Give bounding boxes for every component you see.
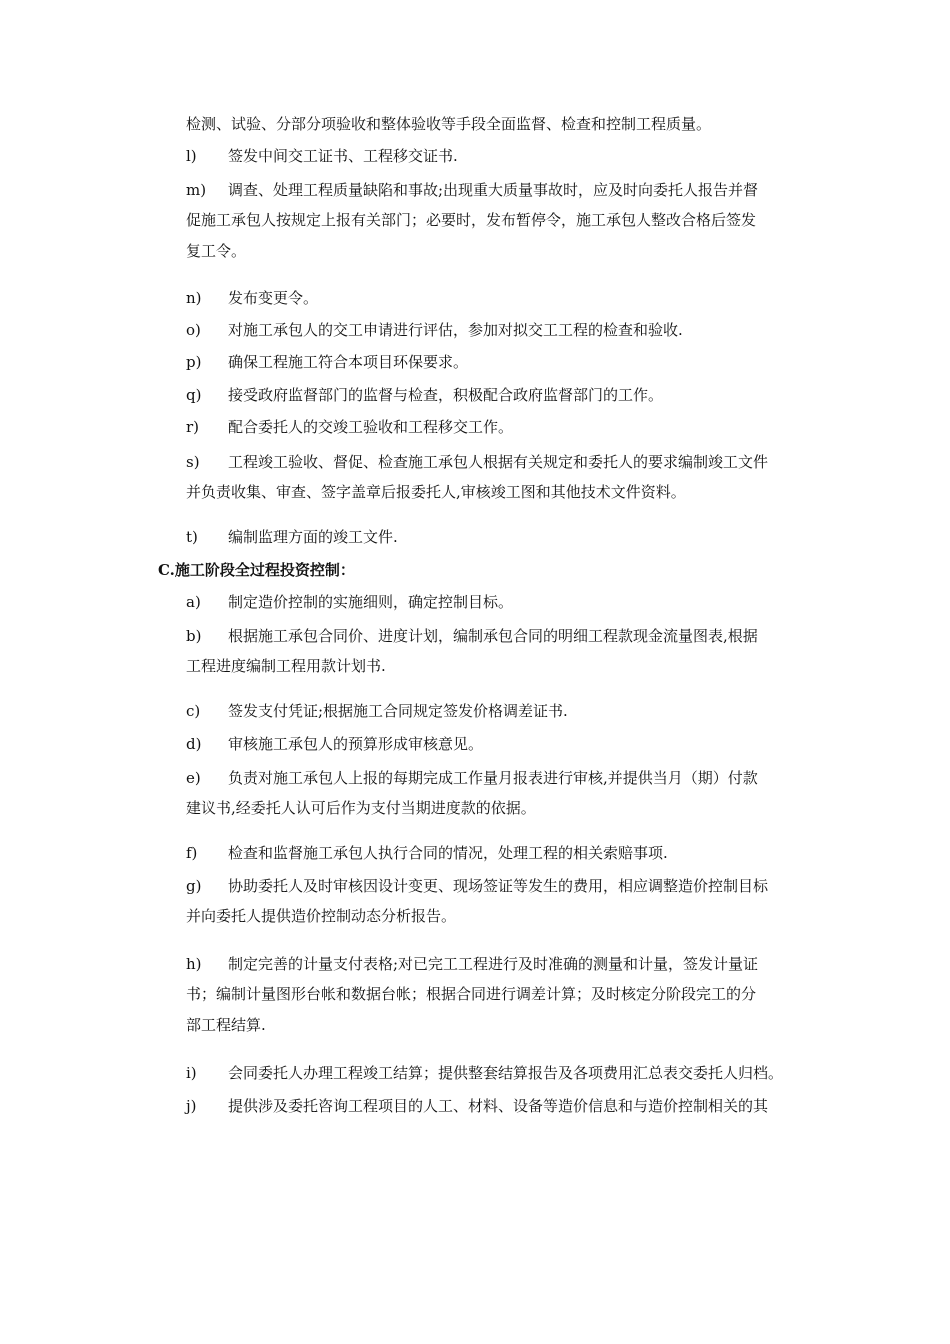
list-item-c [186, 701, 568, 721]
list-marker: l) [186, 147, 197, 165]
list-marker: d) [186, 735, 202, 753]
list-item-text: 检查和监督施工承包人执行合同的情况，处理工程的相关索赔事项. [228, 844, 668, 862]
list-item-text: 审核施工承包人的预算形成审核意见。 [228, 735, 484, 753]
list-item-f [186, 843, 668, 863]
list-marker: i) [186, 1064, 197, 1082]
list-item-text: 确保工程施工符合本项目环保要求。 [228, 353, 469, 371]
list-item-l [186, 146, 458, 166]
list-item-text: 配合委托人的交竣工验收和工程移交工作。 [228, 418, 514, 436]
list-item-e [186, 768, 758, 788]
list-marker: r) [186, 418, 200, 436]
list-item-m-continuation: 复工令。 [186, 242, 247, 260]
list-item-j [186, 1096, 768, 1116]
list-item-g [186, 876, 768, 896]
list-item-b [186, 626, 758, 646]
list-marker: a) [186, 593, 201, 611]
list-item-t [186, 527, 398, 547]
list-item-h [186, 954, 758, 974]
list-item-o [186, 320, 683, 340]
list-marker: g) [186, 877, 202, 895]
list-item-r [186, 417, 513, 437]
list-item-g-continuation: 并向委托人提供造价控制动态分析报告。 [186, 907, 457, 925]
list-item-p [186, 352, 468, 372]
list-item-d [186, 734, 483, 754]
list-marker: c) [186, 702, 201, 720]
intro-line: 检测、试验、分部分项验收和整体验收等手段全面监督、检查和控制工程质量。 [186, 115, 712, 133]
list-item-text: 根据施工承包合同价、进度计划，编制承包合同的明细工程款现金流量图表,根据 [228, 627, 758, 645]
list-item-b-continuation: 工程进度编制工程用款计划书. [186, 657, 386, 675]
list-item-text: 制定造价控制的实施细则，确定控制目标。 [228, 593, 514, 611]
list-item-h-continuation: 部工程结算. [186, 1016, 266, 1034]
list-item-text: 负责对施工承包人上报的每期完成工作量月报表进行审核,并提供当月（期）付款 [228, 769, 758, 787]
list-marker: h) [186, 955, 202, 973]
list-item-n [186, 288, 318, 308]
list-marker: e) [186, 769, 201, 787]
list-item-text: 编制监理方面的竣工文件. [228, 528, 398, 546]
list-marker: b) [186, 627, 202, 645]
list-marker: q) [186, 386, 202, 404]
list-item-e-continuation: 建议书,经委托人认可后作为支付当期进度款的依据。 [186, 799, 536, 817]
list-item-text: 对施工承包人的交工申请进行评估，参加对拟交工工程的检查和验收. [228, 321, 683, 339]
list-item-q [186, 385, 663, 405]
list-item-s-continuation: 并负责收集、审查、签字盖章后报委托人,审核竣工图和其他技术文件资料。 [186, 483, 686, 501]
list-item-m [186, 180, 758, 200]
list-marker: f) [186, 844, 198, 862]
list-marker: n) [186, 289, 202, 307]
list-item-text: 接受政府监督部门的监督与检查，积极配合政府监督部门的工作。 [228, 386, 664, 404]
list-marker: m) [186, 181, 207, 199]
list-item-text: 发布变更令。 [228, 289, 319, 307]
list-item-text: 签发中间交工证书、工程移交证书. [228, 147, 458, 165]
list-item-text: 签发支付凭证;根据施工合同规定签发价格调差证书. [228, 702, 568, 720]
list-item-text: 会同委托人办理工程竣工结算；提供整套结算报告及各项费用汇总表交委托人归档。 [228, 1064, 784, 1082]
list-item-text: 提供涉及委托咨询工程项目的人工、材料、设备等造价信息和与造价控制相关的其 [228, 1097, 769, 1115]
list-item-text: 调查、处理工程质量缺陷和事故;出现重大质量事故时，应及时向委托人报告并督 [228, 181, 759, 199]
list-marker: p) [186, 353, 202, 371]
list-item-text: 工程竣工验收、督促、检查施工承包人根据有关规定和委托人的要求编制竣工文件 [228, 453, 769, 471]
list-item-text: 协助委托人及时审核因设计变更、现场签证等发生的费用，相应调整造价控制目标 [228, 877, 769, 895]
list-item-h-continuation: 书；编制计量图形台帐和数据台帐；根据合同进行调差计算；及时核定分阶段完工的分 [186, 985, 757, 1003]
list-item-text: 制定完善的计量支付表格;对已完工工程进行及时准确的测量和计量，签发计量证 [228, 955, 759, 973]
list-item-i [186, 1063, 783, 1083]
list-marker: s) [186, 453, 200, 471]
list-item-a [186, 592, 513, 612]
list-item-m-continuation: 促施工承包人按规定上报有关部门；必要时，发布暂停令，施工承包人整改合格后签发 [186, 211, 757, 229]
list-marker: t) [186, 528, 198, 546]
section-c-heading: C.施工阶段全过程投资控制： [158, 561, 355, 579]
list-item-s [186, 452, 768, 472]
list-marker: j) [186, 1097, 197, 1115]
list-marker: o) [186, 321, 201, 339]
